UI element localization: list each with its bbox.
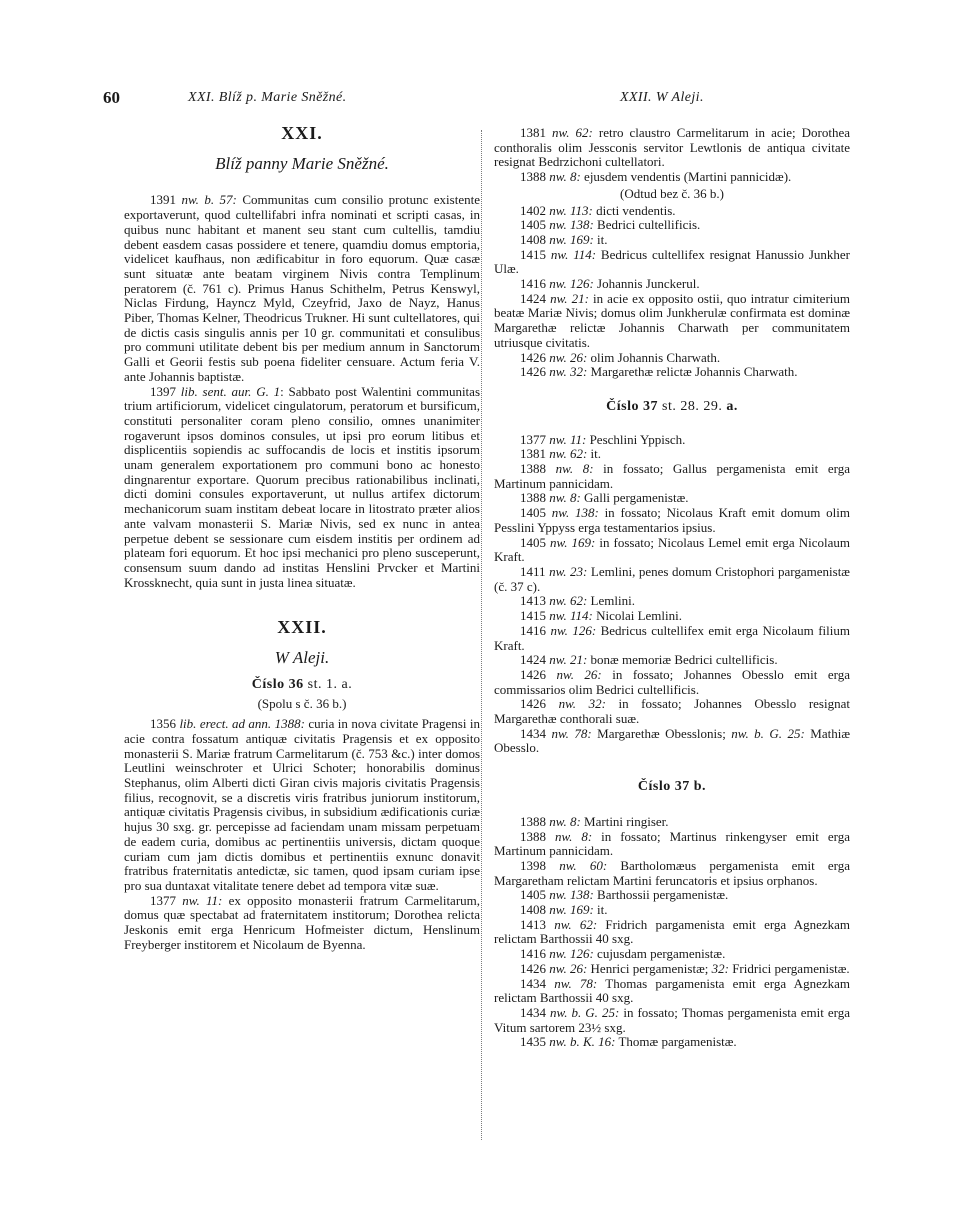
citation-reference: nw. 21: xyxy=(549,652,588,668)
entry-paragraph xyxy=(124,385,480,591)
citation-reference: nw. 8: xyxy=(549,490,581,506)
entry-text: 1415 xyxy=(520,608,550,624)
entry-group xyxy=(494,126,850,185)
entry-text: 1411 xyxy=(520,563,550,579)
odtud-note: (Odtud bez č. 36 b.) xyxy=(620,185,724,201)
entry-paragraph xyxy=(494,491,850,506)
entry-paragraph xyxy=(494,433,850,448)
entry-paragraph xyxy=(494,351,850,366)
right-column xyxy=(494,126,850,1050)
entry-text: 1377 xyxy=(150,892,183,908)
entry-paragraph xyxy=(494,447,850,462)
section-xxii-title: W Aleji. xyxy=(274,648,330,668)
citation-reference: nw. 138: xyxy=(549,887,594,903)
entry-paragraph xyxy=(494,536,850,565)
entry-text: 1415 xyxy=(520,246,551,262)
running-head-right: XXII. W Aleji. xyxy=(620,90,704,105)
citation-reference: nw. 21: xyxy=(550,290,589,306)
entry-paragraph xyxy=(494,218,850,233)
entry-text: 1402 xyxy=(520,202,550,218)
citation-reference: 32: xyxy=(711,960,729,976)
citation-reference: nw. 138: xyxy=(549,217,594,233)
entry-paragraph xyxy=(494,918,850,947)
entry-group xyxy=(494,815,850,1050)
citation-reference: nw. 78: xyxy=(554,975,598,991)
entry-text: in fossato; Nicolaus Lemel emit erga Nicolaum Kraft. xyxy=(494,534,850,565)
cislo-rest: st. 28. 29. xyxy=(662,398,723,414)
citation-reference: nw. 78: xyxy=(551,725,592,741)
entry-text: 1426 xyxy=(520,364,550,380)
section-xxii-number: XXII. xyxy=(277,617,327,638)
cislo-36-note: (Spolu s č. 36 b.) xyxy=(257,695,347,711)
citation-reference: nw. 126: xyxy=(550,622,597,638)
citation-reference: nw. 169: xyxy=(550,534,596,550)
entry-text: Communitas cum consilio protunc existente exportaverunt, quod cultellifabri infra nominati et scripti casas, in quibus nunc habitant et manent seu stant cum cultellis, tamdiu debent easdem casas possidere et tenere, quamdiu domus emptoria, videlicet kaufhaus, non ædificabitur in foro equorum. Quæ casæ sunt situatæ ante beatam virginem Nivis contra Templinum peratorem (č. 761 c). Primus Hanus Schithelm, Petrus Kenswyl, Niclas Firdung, Hayncz Myld, Czeyfrid, Jaxo de Nayz, Hanus Piber, Thomas Kelner, Theodricus Trukner. Hi sunt cultellatores, qui de dictis casis singulis annis per 10 gr. communitati et consulibus pro communi utilitate debent bis per medium annum in Sanctorum Galli et Georii festis sub poena fideliter censuare. Actum feria V. ante Johannis baptistæ. xyxy=(124,192,480,384)
entry-paragraph xyxy=(494,462,850,491)
entry-text: 1434 xyxy=(520,1004,551,1020)
citation-reference: nw. b. K. 16: xyxy=(549,1034,616,1050)
entry-paragraph xyxy=(494,1006,850,1035)
citation-reference: nw. 11: xyxy=(549,431,587,447)
entry-paragraph xyxy=(124,894,480,953)
entry-text: 1435 xyxy=(520,1034,550,1050)
entry-paragraph xyxy=(494,277,850,292)
citation-reference: nw. 8: xyxy=(554,828,593,844)
entry-text: Johannis Junckerul. xyxy=(593,276,700,292)
running-header xyxy=(0,88,960,112)
citation-reference: nw. 138: xyxy=(551,505,599,521)
citation-reference: nw. 11: xyxy=(182,892,223,908)
cislo-37b-heading xyxy=(494,780,850,795)
entry-paragraph xyxy=(494,962,850,977)
entry-text: 1381 xyxy=(520,446,550,462)
entry-text: dicti vendentis. xyxy=(592,202,676,218)
entry-text: 1434 xyxy=(520,975,555,991)
citation-reference: nw. 26: xyxy=(549,349,588,365)
entry-paragraph xyxy=(494,624,850,653)
entry-text: 1426 xyxy=(520,696,559,712)
entry-text: 1388 xyxy=(520,813,550,829)
entry-group xyxy=(494,204,850,380)
cislo-number: 37 xyxy=(674,779,690,795)
entry-text: Barthossii pergamenistæ. xyxy=(593,887,729,903)
entry-text: 1426 xyxy=(520,349,550,365)
entry-paragraph xyxy=(494,1035,850,1050)
entry-text: 1388 xyxy=(520,169,550,185)
entry-text: 1405 xyxy=(520,505,552,521)
entry-text: 1381 xyxy=(520,125,553,140)
entry-text: 1388 xyxy=(520,490,550,506)
entry-text: Martini ringiser. xyxy=(580,813,669,829)
entry-text: olim Johannis Charwath. xyxy=(587,349,721,365)
entry-paragraph xyxy=(494,248,850,277)
entry-text: Lemlini. xyxy=(587,593,635,609)
entry-text: in fossato; Martinus rinkengyser emit erga Martinum pannicidam. xyxy=(494,828,850,859)
entry-text: in fossato; Thomas pergamenista emit erga Vitum sartorem 23½ sxg. xyxy=(494,1004,850,1035)
entry-text: ex opposito monasterii fratrum Carmelitarum, domus quæ spectabat ad fraternitatem institorum; Dorothea relicta Jeskonis emit erga Henricum Hofmeister dictum, Henslinum Freyberger institorem et Nicolaum de Byenna. xyxy=(124,892,481,952)
entry-text: in fossato; Johannes Obesslo resignat Margarethæ conthorali suæ. xyxy=(494,696,850,727)
entry-text: cujusdam pergamenistæ. xyxy=(593,946,726,962)
citation-reference: nw. 62: xyxy=(552,125,593,140)
entry-paragraph xyxy=(494,859,850,888)
cislo-label: Číslo xyxy=(606,398,639,414)
entry-text: in fossato; Nicolaus Kraft emit domum olim Pesslini Yppyss erga testamentarios ipsius. xyxy=(494,505,850,535)
cislo-letter: a. xyxy=(726,398,738,414)
entry-text: in acie ex opposito ostii, quo intratur cimiterium beatæ Mariæ Nivis; domus olim Junkherulæ confirmata est dominæ Margarethæ relictæ Johannis Charwath per communitatem utriusque civitatis. xyxy=(494,290,850,350)
entry-paragraph xyxy=(494,233,850,248)
running-head-left: XXI. Blíž p. Marie Sněžné. xyxy=(188,90,347,105)
entry-paragraph xyxy=(494,977,850,1006)
citation-reference: nw. 169: xyxy=(549,231,594,247)
entry-text: curia in nova civitate Pragensi in acie contra fossatum antiquæ civitatis Pragensis et ex opposito monasterii S. Mariæ fratrum Carmelitarum (č. 753 &c.) inter domos Leutlini weinschroter et Ulrici Schoter; honorabilis dominus Stephanus, olim Alberti dicti Giran civis majoris civitatis Pragensis filius, recognovit, se a discretis viris fratribus juniorum institorum, antiquæ civitatis Pragensis civibus, in subsidium ædificationis curiæ hujus 30 sxg. gr. percepisse ad faciendam unam missam perpetuam de eadem curia, domibus ac pertinentiis universis, dictam quoque curiam cum jam dictis domibus et pertinentiis exnunc donavit fratribus fraternitatis antedictæ, sic tamen, quod ipsam curiam ipse pro sua duntaxat vitalitate tenere debet ad tempora vitæ suæ. xyxy=(124,716,481,893)
entry-text: 1391 xyxy=(150,192,182,208)
citation-reference: nw. 62: xyxy=(554,916,598,932)
entry-paragraph xyxy=(494,565,850,594)
entry-paragraph xyxy=(494,903,850,918)
entry-paragraph xyxy=(494,609,850,624)
entry-text: 1408 xyxy=(520,902,550,918)
citation-reference: lib. erect. ad ann. 1388: xyxy=(179,716,305,732)
entry-text: 1413 xyxy=(520,916,555,932)
citation-reference: nw. 8: xyxy=(549,813,581,829)
entry-text: ejusdem vendentis (Martini pannicidæ). xyxy=(580,169,792,185)
citation-reference: nw. 26: xyxy=(556,666,602,682)
entry-paragraph xyxy=(494,830,850,859)
citation-reference: nw. 8: xyxy=(555,461,594,477)
cislo-label: Číslo xyxy=(637,779,671,795)
citation-reference: nw. 8: xyxy=(549,169,581,185)
entry-text: Margarethæ Obesslonis; xyxy=(591,725,732,741)
citation-reference: nw. 126: xyxy=(549,946,594,962)
citation-reference: nw. 62: xyxy=(549,593,588,609)
section-xxi-number: XXI. xyxy=(281,123,323,143)
entry-text: Fridrici pergamenistæ. xyxy=(728,960,850,976)
citation-reference: nw. b. 57: xyxy=(181,192,237,208)
entry-text: Peschlini Yppisch. xyxy=(586,431,686,447)
citation-reference: nw. 62: xyxy=(549,446,588,462)
entry-paragraph xyxy=(494,126,850,170)
entry-text: 1405 xyxy=(520,887,550,903)
entry-group xyxy=(494,433,850,756)
citation-reference: nw. 26: xyxy=(549,960,588,976)
entry-text: Galli pergamenistæ. xyxy=(580,490,689,506)
entry-text: Thomas pargamenista emit erga Agnezkam relictam Barthossii 40 sxg. xyxy=(494,975,850,1006)
left-column xyxy=(124,122,480,952)
entry-text: Bedrici cultellificis. xyxy=(593,217,701,233)
entry-text: : Sabbato post Walentini communitas trium artificiorum, videlicet cingulatorum, peratorum et bursificum, constituti personaliter coram pleno consilio, omnes unanimiter rogaverunt ipsos dominos consules, ut ipsi pro eorum litibus et displicentiis sopiendis ac suffocandis de locis et institis ipsorum unam generalem exportationem pro communi bono ac honesto dingnarentur exportare. Quorum precibus rationabilibus inclinati, dicti domini consules exportaverunt, ut nullus artifex dictorum mechanicorum suam institam debeat locare in litostrato præter alios ante valvam monasterii S. Mariæ Nivis, sed ex nunc in antea perpetue debent se sessionare cum eisdem institis per ordinem ad plateam fori equorum. Et hoc ipsi mechanici pro pleno susceperunt, consensum suum dando ad institas Henslini Prvcker et Martini Krossknecht, quia sunt in justa linea situatæ. xyxy=(124,383,480,590)
entry-paragraph xyxy=(494,292,850,351)
entry-text: 1426 xyxy=(520,666,557,682)
citation-reference: lib. sent. aur. G. 1 xyxy=(180,383,281,399)
cislo-letter: b. xyxy=(693,779,707,795)
entry-text: Nicolai Lemlini. xyxy=(592,608,682,624)
entry-paragraph xyxy=(494,697,850,726)
entry-text: it. xyxy=(593,231,608,247)
entry-text: 1416 xyxy=(520,276,550,292)
entry-text: Fridrich pargamenista emit erga Agnezkam relictam Barthossii 40 sxg. xyxy=(494,916,850,947)
entry-text: Mathiæ Obesslo. xyxy=(494,725,850,756)
entry-paragraph xyxy=(494,204,850,219)
entry-text: it. xyxy=(593,902,608,918)
entry-paragraph xyxy=(124,193,480,384)
entry-text: 1405 xyxy=(520,534,551,550)
citation-reference: nw. 169: xyxy=(549,902,594,918)
entry-text: in fossato; Johannes Obesslo emit erga commissarios olim Bedrici cultellificis. xyxy=(494,666,850,697)
cislo-number: 36 xyxy=(288,676,304,692)
entry-text: 1424 xyxy=(520,290,551,306)
entry-text: 1426 xyxy=(520,960,550,976)
entry-text: 1398 xyxy=(520,857,560,873)
cislo-label: Číslo xyxy=(251,676,285,692)
entry-text: 1413 xyxy=(520,593,550,609)
entry-text: bonæ memoriæ Bedrici cultellificis. xyxy=(587,652,778,668)
entry-text: Bedricus cultellifex resignat Hanussio Junkher Ulæ. xyxy=(494,246,851,277)
entry-text: Lemlini, penes domum Cristophori pargamenistæ (č. 37 c). xyxy=(494,563,850,594)
entry-paragraph xyxy=(494,170,850,185)
entry-text: Henrici pergamenistæ; xyxy=(587,960,712,976)
entry-text: in fossato; Gallus pergamenista emit erga Martinum pannicidam. xyxy=(494,461,851,491)
entry-paragraph xyxy=(494,365,850,380)
entry-paragraph xyxy=(494,594,850,609)
citation-reference: nw. b. G. 25: xyxy=(731,725,805,741)
entry-text: Margarethæ relictæ Johannis Charwath. xyxy=(587,364,798,380)
cislo-37a-heading xyxy=(494,400,850,415)
entry-text: Bedricus cultellifex emit erga Nicolaum filium Kraft. xyxy=(494,622,850,653)
column-divider xyxy=(481,130,482,1140)
entry-text: 1377 xyxy=(520,431,550,447)
entry-text: retro claustro Carmelitarum in acie; Dorothea conthoralis olim Jessconis servitor Lewtlonis de antiqua civitate resignat Bedrzichoni cultellatori. xyxy=(494,125,851,170)
entry-text: it. xyxy=(587,446,602,462)
citation-reference: nw. 114: xyxy=(550,246,597,262)
entry-text: 1416 xyxy=(520,946,550,962)
entry-paragraph xyxy=(494,653,850,668)
section-xxi-title: Blíž panny Marie Sněžné. xyxy=(215,153,389,173)
citation-reference: nw. 32: xyxy=(558,696,606,712)
citation-reference: nw. 32: xyxy=(549,364,588,380)
cislo-rest: st. 1. a. xyxy=(307,676,353,692)
entry-text: Bartholomæus pergamenista emit erga Margaretham relictam Martini feruncatoris et ipsius orphanos. xyxy=(494,857,850,888)
citation-reference: nw. 114: xyxy=(549,608,593,624)
entry-paragraph xyxy=(494,815,850,830)
entry-paragraph xyxy=(494,506,850,535)
page-number: 60 xyxy=(103,88,120,107)
entry-text: 1397 xyxy=(150,383,181,399)
citation-reference: nw. 113: xyxy=(549,202,593,218)
entry-text: 1388 xyxy=(520,461,556,477)
entry-text: 1405 xyxy=(520,217,550,233)
entry-text: 1424 xyxy=(520,652,550,668)
entry-text: 1408 xyxy=(520,231,550,247)
cislo-36-heading xyxy=(124,678,480,693)
cislo-number: 37 xyxy=(643,398,658,414)
citation-reference: nw. 23: xyxy=(549,563,588,579)
entry-text: 1388 xyxy=(520,828,555,844)
entry-paragraph xyxy=(494,727,850,756)
entry-text: Thomæ pargamenistæ. xyxy=(615,1034,737,1050)
entry-paragraph xyxy=(494,888,850,903)
entry-text: 1434 xyxy=(520,725,552,741)
citation-reference: nw. 126: xyxy=(549,276,594,292)
citation-reference: nw. b. G. 25: xyxy=(550,1004,620,1020)
entry-text: 1356 xyxy=(150,716,180,732)
citation-reference: nw. 60: xyxy=(559,857,608,873)
entry-paragraph xyxy=(494,947,850,962)
entry-text: 1416 xyxy=(520,622,551,638)
entry-paragraph xyxy=(494,668,850,697)
entry-paragraph xyxy=(124,717,480,893)
